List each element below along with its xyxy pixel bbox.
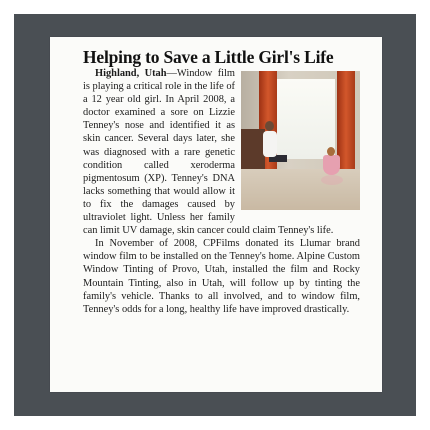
- article-photo: [241, 71, 360, 210]
- newspaper-clipping: [50, 37, 382, 392]
- photo-window: [273, 79, 335, 159]
- photo-curtain-right: [337, 71, 355, 169]
- photo-doctor: [263, 131, 277, 157]
- article-title: Helping to Save a Little Girl's Life: [83, 47, 334, 67]
- article-body: [83, 67, 360, 316]
- article-paragraph-1-text: —Window film is playing a critical role in the life of a 12 year old girl. In April 2008, a doctor examined a sore on Lizzie Tenney's nose and identified it as skin cancer. Several days later, she was diagnosed with a rare genetic condition called xeroderma pigmentosum (XP). Tenney's DNA lacks something that would allow it to fix the damages caused by ultraviolet light. Unless her family can limit UV damage, skin cancer could claim Tenney's life.: [83, 68, 334, 237]
- photo-girl: [323, 155, 340, 175]
- article-paragraph-2: In November of 2008, CPFilms donated its Llumar brand window film to be installed on the Tenney's home. Alpine Custom Window Tinting of Provo, Utah, installed the film and Rocky Mountain Tinting, also in Utah, will follow up by tinting the family's vehicle. Thanks to all involved, and to window film, Tenney's odds for a long, healthy life have improved drastically.: [83, 238, 360, 315]
- article-dateline: Highland, Utah: [95, 68, 167, 79]
